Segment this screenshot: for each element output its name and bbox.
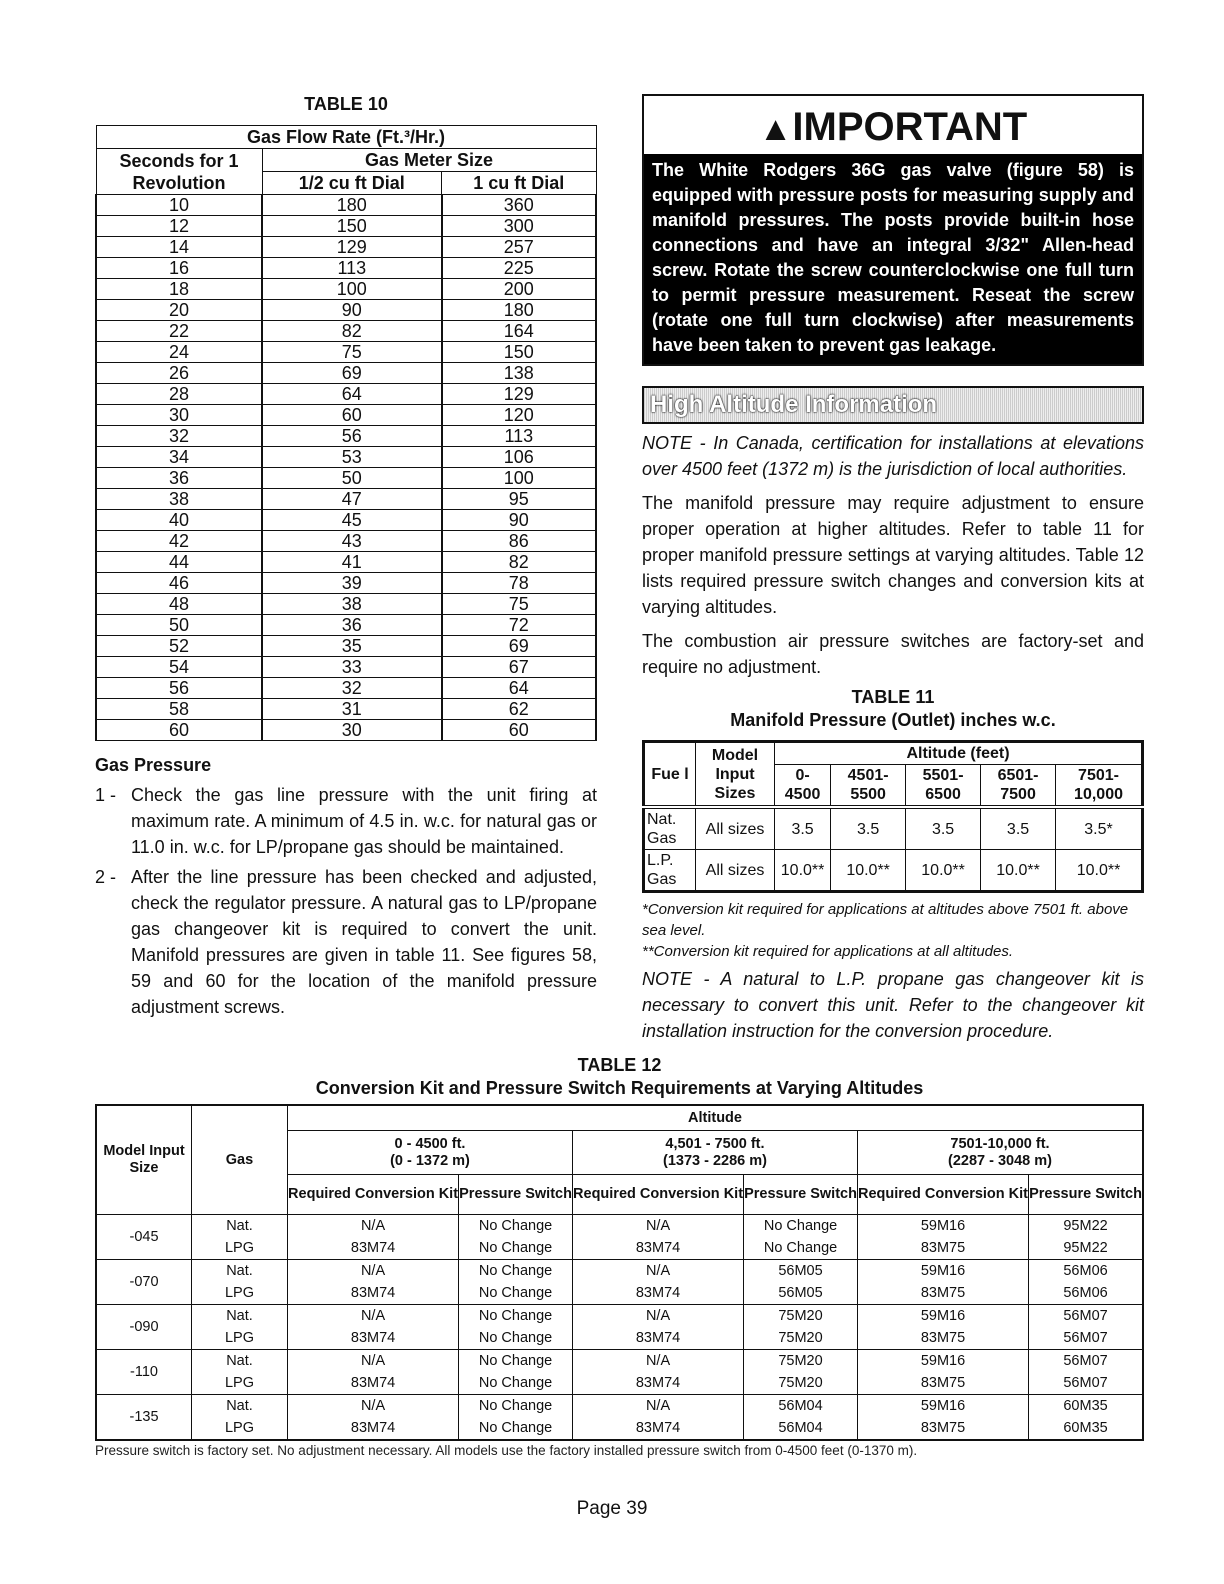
table-row: [96, 1327, 1143, 1350]
manifold-paragraph: The manifold pressure may require adjustment to ensure proper operation at higher altitudes. Refer to table 11 for proper manifold pressure settings at varying altitudes. Table 12 lists required pressure switch changes and conversion kits at varying altitudes.: [642, 493, 1144, 617]
table-cell: 56M05: [744, 1260, 858, 1283]
table11-col-model: Model Input Sizes: [696, 742, 775, 808]
altitude-header: 4501- 5500: [831, 765, 906, 808]
range-ft: 0 - 4500 ft.: [394, 1135, 466, 1152]
table-cell: 34: [96, 447, 262, 468]
table-row: [644, 807, 1143, 850]
table-cell: 150: [262, 216, 442, 237]
table-row: [96, 594, 596, 615]
table-row: [96, 1350, 1143, 1373]
table-cell: 75M20: [744, 1350, 858, 1373]
table-cell: 60M35: [1029, 1417, 1143, 1440]
table-row: [96, 615, 596, 636]
table-cell: No Change: [459, 1372, 573, 1395]
table-cell: No Change: [459, 1237, 573, 1260]
table11-manifold-pressure: [642, 740, 1144, 893]
table12-footnote: Pressure switch is factory set. No adjustment necessary. All models use the factory installed pressure switch from 0-4500 feet (0-1370 m).: [95, 1443, 918, 1458]
table-cell: 50: [96, 615, 262, 636]
table-cell: 83M75: [857, 1372, 1028, 1395]
table-cell: 95M22: [1029, 1215, 1143, 1238]
table-cell: 56M07: [1029, 1327, 1143, 1350]
table-cell: No Change: [459, 1282, 573, 1305]
table-cell: 95M22: [1029, 1237, 1143, 1260]
table-row: [96, 195, 596, 216]
col-required-kit: Required Conversion Kit: [288, 1175, 459, 1215]
table-cell: 30: [262, 720, 442, 741]
gas-cell: LPG: [192, 1237, 288, 1260]
table-row: [96, 321, 596, 342]
table-cell: 56M07: [1029, 1305, 1143, 1328]
table-cell: 69: [262, 363, 442, 384]
table-cell: 36: [262, 615, 442, 636]
table11-subtitle: Manifold Pressure (Outlet) inches w.c.: [730, 710, 1056, 730]
table-cell: 56M07: [1029, 1372, 1143, 1395]
table-cell: 64: [262, 384, 442, 405]
table-row: [96, 279, 596, 300]
table-cell: N/A: [572, 1260, 743, 1283]
gas-cell: Nat.: [192, 1215, 288, 1238]
table-cell: 26: [96, 363, 262, 384]
table-cell: 36: [96, 468, 262, 489]
important-title: IMPORTANT: [792, 105, 1028, 149]
table-row: [96, 552, 596, 573]
table-row: [96, 237, 596, 258]
table-cell: 50: [262, 468, 442, 489]
table-cell: 83M74: [572, 1237, 743, 1260]
table-cell: No Change: [459, 1417, 573, 1440]
table-row: [96, 720, 596, 741]
altitude-header: 0- 4500: [775, 765, 831, 808]
table-cell: 60: [96, 720, 262, 741]
table-row: [96, 489, 596, 510]
table-cell: 60: [262, 405, 442, 426]
gas-cell: LPG: [192, 1417, 288, 1440]
table-row: [96, 300, 596, 321]
table10-gas-flow-rate: [95, 125, 597, 741]
table-cell: 90: [442, 510, 596, 531]
item-text: After the line pressure has been checked and adjusted, check the regulator pressure. A natural gas to LP/propane gas changeover kit is required to convert the unit. Manifold pressures are given in table 11. See figures 58, 59 and 60 for the location of the manifold pressure adjustment screws.: [131, 867, 597, 1017]
fuel-cell: Nat. Gas: [644, 807, 696, 850]
table-row: [96, 447, 596, 468]
table-cell: No Change: [744, 1237, 858, 1260]
table11-altitude: Altitude (feet): [775, 742, 1143, 765]
range-m: (1373 - 2286 m): [662, 1152, 767, 1169]
pressure-cell: 10.0**: [906, 850, 981, 892]
table-cell: 75M20: [744, 1372, 858, 1395]
table10-col-half: 1/2 cu ft Dial: [262, 172, 442, 195]
pressure-cell: 10.0**: [775, 850, 831, 892]
table10-col-seconds: Seconds for 1 Revolution: [96, 149, 262, 195]
table-cell: 56M04: [744, 1417, 858, 1440]
table-cell: 75: [442, 594, 596, 615]
table-cell: 180: [262, 195, 442, 216]
changeover-note: NOTE - A natural to L.P. propane gas changeover kit is necessary to convert this unit. Refer to the changeover kit installation instruction for the conversion procedure.: [642, 969, 1144, 1041]
pressure-cell: 3.5: [831, 807, 906, 850]
table-cell: N/A: [572, 1350, 743, 1373]
table-cell: 46: [96, 573, 262, 594]
table-cell: 113: [262, 258, 442, 279]
table-cell: No Change: [459, 1327, 573, 1350]
range-m: (0 - 1372 m): [390, 1152, 470, 1169]
col-pressure-switch: Pressure Switch: [459, 1175, 573, 1215]
table-cell: 300: [442, 216, 596, 237]
gas-pressure-heading: Gas Pressure: [95, 755, 212, 775]
pressure-cell: 10.0**: [831, 850, 906, 892]
table-cell: 113: [442, 426, 596, 447]
table-cell: 106: [442, 447, 596, 468]
table12-conversion-kit: [95, 1104, 1144, 1441]
table-cell: 83M74: [288, 1417, 459, 1440]
table-cell: 59M16: [857, 1215, 1028, 1238]
table11-footnote-2: **Conversion kit required for applications at all altitudes.: [642, 943, 1014, 960]
table-cell: 129: [442, 384, 596, 405]
table-cell: 83M74: [288, 1327, 459, 1350]
col-pressure-switch: Pressure Switch: [744, 1175, 858, 1215]
table-row: [644, 850, 1143, 892]
table-cell: N/A: [288, 1260, 459, 1283]
table-cell: 90: [262, 300, 442, 321]
table-cell: 62: [442, 699, 596, 720]
model-size-cell: -135: [96, 1395, 192, 1441]
table-cell: 83M75: [857, 1417, 1028, 1440]
table-cell: 180: [442, 300, 596, 321]
table-cell: N/A: [572, 1215, 743, 1238]
col-required-kit: Required Conversion Kit: [857, 1175, 1028, 1215]
table-row: [96, 1305, 1143, 1328]
model-size-cell: -070: [96, 1260, 192, 1305]
table-row: [96, 531, 596, 552]
table-cell: 56M04: [744, 1395, 858, 1418]
table-cell: N/A: [572, 1395, 743, 1418]
table-cell: 43: [262, 531, 442, 552]
table12-col-gas: Gas: [192, 1105, 288, 1215]
table-row: [96, 405, 596, 426]
table-cell: 38: [96, 489, 262, 510]
table-cell: 56M07: [1029, 1350, 1143, 1373]
range-ft: 7501-10,000 ft.: [950, 1135, 1050, 1152]
gas-cell: LPG: [192, 1327, 288, 1350]
table-cell: 100: [262, 279, 442, 300]
altitude-header: 6501- 7500: [981, 765, 1056, 808]
table-cell: 45: [262, 510, 442, 531]
fuel-cell: L.P. Gas: [644, 850, 696, 892]
table-cell: 59M16: [857, 1395, 1028, 1418]
table-row: [96, 1237, 1143, 1260]
table-row: [96, 1417, 1143, 1440]
table-row: [96, 678, 596, 699]
table-cell: 24: [96, 342, 262, 363]
table-cell: 83M75: [857, 1327, 1028, 1350]
table-cell: 83M74: [288, 1282, 459, 1305]
altitude-header: 5501- 6500: [906, 765, 981, 808]
col-pressure-switch: Pressure Switch: [1029, 1175, 1143, 1215]
table-row: [96, 1395, 1143, 1418]
altitude-range-header: [857, 1131, 1143, 1175]
table-row: [96, 573, 596, 594]
table-cell: 40: [96, 510, 262, 531]
table-cell: 48: [96, 594, 262, 615]
table-cell: 59M16: [857, 1350, 1028, 1373]
table-row: [96, 342, 596, 363]
table-cell: 56M06: [1029, 1282, 1143, 1305]
table-row: [96, 258, 596, 279]
table-row: [96, 510, 596, 531]
table-cell: 75M20: [744, 1327, 858, 1350]
pressure-cell: 3.5*: [1056, 807, 1143, 850]
table12-altitude: Altitude: [288, 1105, 1144, 1131]
table-cell: 39: [262, 573, 442, 594]
model-size-cell: -110: [96, 1350, 192, 1395]
table-cell: 83M74: [572, 1282, 743, 1305]
canada-note: NOTE - In Canada, certification for installations at elevations over 4500 feet (1372 m) is the jurisdiction of local authorities.: [642, 433, 1144, 479]
table-cell: 360: [442, 195, 596, 216]
table-cell: 41: [262, 552, 442, 573]
table-cell: 100: [442, 468, 596, 489]
table-cell: 75M20: [744, 1305, 858, 1328]
table-cell: 42: [96, 531, 262, 552]
table-row: [96, 468, 596, 489]
table-cell: 30: [96, 405, 262, 426]
table-cell: 83M74: [288, 1372, 459, 1395]
table-cell: 56M05: [744, 1282, 858, 1305]
table-row: [96, 1282, 1143, 1305]
combustion-paragraph: The combustion air pressure switches are factory-set and require no adjustment.: [642, 631, 1144, 677]
table10-group: Gas Meter Size: [262, 149, 596, 172]
table-cell: 164: [442, 321, 596, 342]
table-cell: 83M74: [572, 1372, 743, 1395]
model-size-cell: -045: [96, 1215, 192, 1260]
size-cell: All sizes: [696, 850, 775, 892]
table-cell: 83M75: [857, 1237, 1028, 1260]
gas-cell: Nat.: [192, 1305, 288, 1328]
table-cell: 67: [442, 657, 596, 678]
table-cell: N/A: [572, 1305, 743, 1328]
table-cell: No Change: [459, 1260, 573, 1283]
list-item: [95, 864, 597, 1020]
pressure-cell: 10.0**: [1056, 850, 1143, 892]
pressure-cell: 3.5: [906, 807, 981, 850]
range-ft: 4,501 - 7500 ft.: [665, 1135, 765, 1152]
table-cell: 35: [262, 636, 442, 657]
table-cell: 86: [442, 531, 596, 552]
altitude-header: 7501- 10,000: [1056, 765, 1143, 808]
table-cell: 64: [442, 678, 596, 699]
table-cell: 120: [442, 405, 596, 426]
table-cell: 83M74: [572, 1327, 743, 1350]
range-m: (2287 - 3048 m): [947, 1152, 1052, 1169]
gas-cell: Nat.: [192, 1350, 288, 1373]
table-cell: 78: [442, 573, 596, 594]
table-cell: 58: [96, 699, 262, 720]
table-cell: 31: [262, 699, 442, 720]
high-altitude-heading: High Altitude Information: [642, 386, 1144, 424]
gas-cell: LPG: [192, 1282, 288, 1305]
col-required-kit: Required Conversion Kit: [572, 1175, 743, 1215]
table-cell: 14: [96, 237, 262, 258]
table-cell: 56: [262, 426, 442, 447]
important-box: [642, 94, 1144, 366]
table-cell: 200: [442, 279, 596, 300]
table-cell: 38: [262, 594, 442, 615]
table-cell: 53: [262, 447, 442, 468]
pressure-cell: 3.5: [981, 807, 1056, 850]
table-cell: No Change: [459, 1395, 573, 1418]
table-cell: 16: [96, 258, 262, 279]
table-cell: 59M16: [857, 1305, 1028, 1328]
table-cell: No Change: [459, 1215, 573, 1238]
table-cell: No Change: [744, 1215, 858, 1238]
pressure-cell: 10.0**: [981, 850, 1056, 892]
table-cell: 32: [96, 426, 262, 447]
table-row: [96, 657, 596, 678]
table-cell: 83M74: [572, 1417, 743, 1440]
table-cell: 12: [96, 216, 262, 237]
table-cell: 129: [262, 237, 442, 258]
item-number: 2 -: [95, 867, 117, 887]
table-row: [96, 363, 596, 384]
table-cell: 75: [262, 342, 442, 363]
table-row: [96, 1372, 1143, 1395]
table-cell: 33: [262, 657, 442, 678]
table-cell: 44: [96, 552, 262, 573]
table-cell: 56M06: [1029, 1260, 1143, 1283]
table-cell: 83M74: [288, 1237, 459, 1260]
table-cell: 138: [442, 363, 596, 384]
table-cell: 69: [442, 636, 596, 657]
table-cell: 20: [96, 300, 262, 321]
table-cell: No Change: [459, 1350, 573, 1373]
table-cell: N/A: [288, 1215, 459, 1238]
gas-cell: Nat.: [192, 1260, 288, 1283]
table-cell: 95: [442, 489, 596, 510]
page-number: Page 39: [576, 1498, 648, 1519]
table-row: [96, 699, 596, 720]
table10-col-one: 1 cu ft Dial: [442, 172, 596, 195]
table-cell: 60M35: [1029, 1395, 1143, 1418]
table-cell: N/A: [288, 1350, 459, 1373]
table12-col-model: Model Input Size: [96, 1105, 192, 1215]
table-cell: 257: [442, 237, 596, 258]
table10-title: TABLE 10: [304, 94, 388, 114]
altitude-range-header: [572, 1131, 857, 1175]
table-row: [96, 1260, 1143, 1283]
table11-title: TABLE 11: [851, 687, 935, 707]
gas-cell: Nat.: [192, 1395, 288, 1418]
table11-footnote-1: *Conversion kit required for applications at altitudes above 7501 ft. above sea level.: [642, 901, 1129, 939]
table-cell: 82: [442, 552, 596, 573]
table-cell: 225: [442, 258, 596, 279]
table-cell: 47: [262, 489, 442, 510]
table-cell: 59M16: [857, 1260, 1028, 1283]
table-cell: 54: [96, 657, 262, 678]
table-cell: 22: [96, 321, 262, 342]
item-number: 1 -: [95, 785, 117, 805]
table-row: [96, 384, 596, 405]
table12-subtitle: Conversion Kit and Pressure Switch Requirements at Varying Altitudes: [315, 1078, 924, 1098]
table10-header: Gas Flow Rate (Ft.³/Hr.): [96, 126, 596, 149]
pressure-cell: 3.5: [775, 807, 831, 850]
gas-cell: LPG: [192, 1372, 288, 1395]
table-cell: 72: [442, 615, 596, 636]
table-cell: N/A: [288, 1305, 459, 1328]
table11-col-fuel: Fue l: [644, 742, 696, 808]
table-cell: 150: [442, 342, 596, 363]
altitude-range-header: [288, 1131, 573, 1175]
table12-title: TABLE 12: [577, 1055, 662, 1075]
table-row: [96, 636, 596, 657]
size-cell: All sizes: [696, 807, 775, 850]
warning-triangle-icon: ▲: [758, 110, 793, 148]
list-item: [95, 782, 597, 860]
important-body: The White Rodgers 36G gas valve (figure 58) is equipped with pressure posts for measuring supply and manifold pressures. The posts provide built-in hose connections and have an integral 3/32" Allen-head screw. Rotate the screw counterclockwise one full turn to permit pressure measurement. Reseat the screw (rotate one full turn clockwise) after measurements have been taken to prevent gas leakage.: [644, 154, 1142, 364]
table-row: [96, 1215, 1143, 1238]
table-cell: 60: [442, 720, 596, 741]
table-row: [96, 426, 596, 447]
table-cell: 83M75: [857, 1282, 1028, 1305]
table-cell: 18: [96, 279, 262, 300]
table-cell: N/A: [288, 1395, 459, 1418]
table-cell: 56: [96, 678, 262, 699]
table-cell: 10: [96, 195, 262, 216]
model-size-cell: -090: [96, 1305, 192, 1350]
table-cell: 28: [96, 384, 262, 405]
table-cell: 82: [262, 321, 442, 342]
table-row: [96, 216, 596, 237]
table-cell: No Change: [459, 1305, 573, 1328]
table-cell: 52: [96, 636, 262, 657]
item-text: Check the gas line pressure with the unit firing at maximum rate. A minimum of 4.5 in. w.c. for natural gas or 11.0 in. w.c. for LP/propane gas should be maintained.: [131, 785, 597, 857]
table-cell: 32: [262, 678, 442, 699]
